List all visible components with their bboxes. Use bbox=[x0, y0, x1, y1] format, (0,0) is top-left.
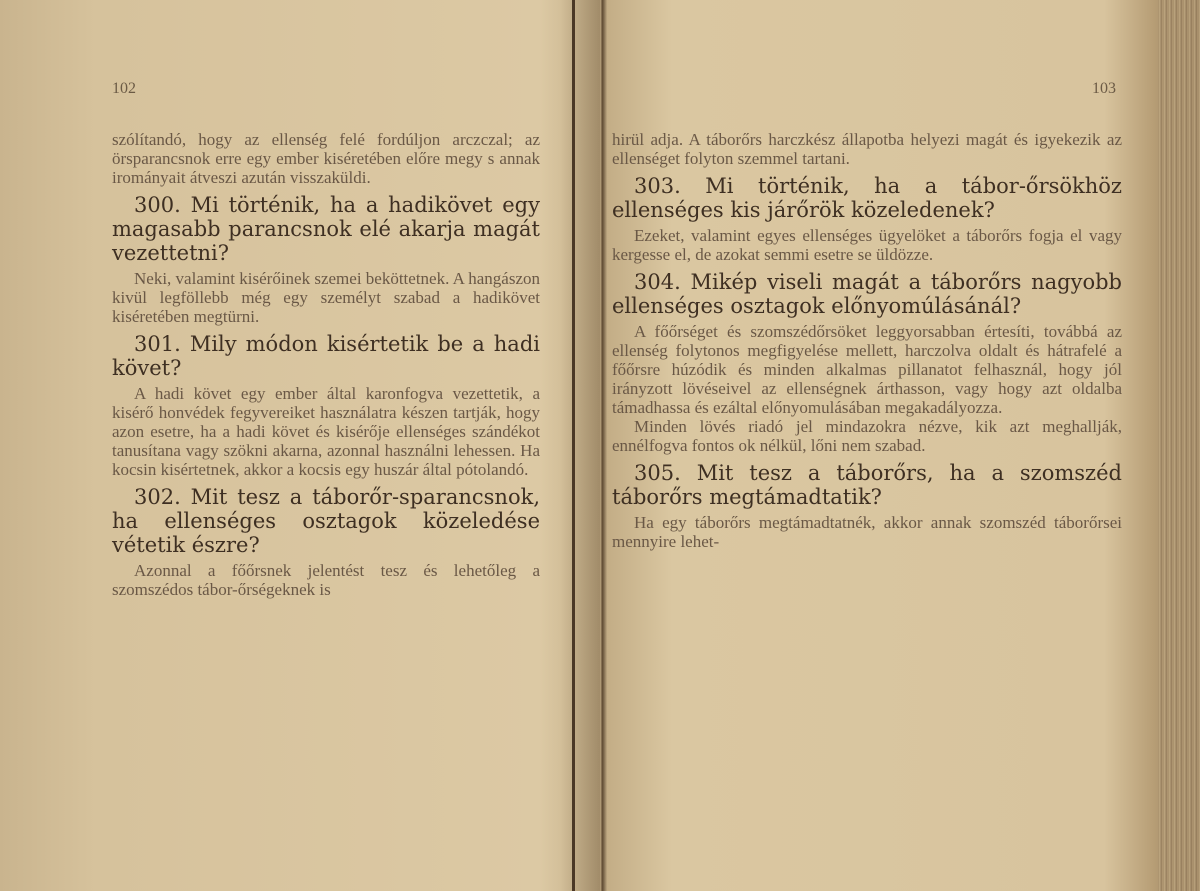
question-item bbox=[612, 461, 1122, 551]
question-item bbox=[612, 270, 1122, 455]
question-text: Mi történik, ha a hadikövet egy magasabb parancsnok elé akarja magát vezettetni? bbox=[112, 193, 540, 265]
continuation-text: hirül adja. A táborőrs harczkész állapotba helyezi magát és igyekezik az ellenséget folyton szemmel tartani. bbox=[612, 130, 1122, 168]
page-edges bbox=[1158, 0, 1200, 891]
answer-text: Minden lövés riadó jel mindazokra nézve, kik azt meghallják, ennélfogva fontos ok nélkül, lőni nem szabad. bbox=[612, 417, 1122, 455]
question-heading bbox=[112, 332, 540, 380]
answer-text: Ezeket, valamint egyes ellenséges ügyelöket a táborőrs fogja el vagy kergesse el, de azokat semmi esetre se üldözze. bbox=[612, 226, 1122, 264]
question-number: 301. bbox=[134, 332, 181, 356]
question-number: 304. bbox=[634, 270, 681, 294]
right-page bbox=[602, 0, 1162, 891]
question-item bbox=[612, 174, 1122, 264]
question-heading bbox=[612, 461, 1122, 509]
question-number: 303. bbox=[634, 174, 681, 198]
question-item bbox=[112, 193, 540, 326]
continuation-text: szólítandó, hogy az ellenség felé fordúljon arczczal; az örsparancsnok erre egy ember kiséretében előre megy s annak irományait átveszi azután visszaküldi. bbox=[112, 130, 540, 187]
question-heading bbox=[612, 270, 1122, 318]
answer-text: Ha egy táborőrs megtámadtatnék, akkor annak szomszéd táborőrsei mennyire lehet- bbox=[612, 513, 1122, 551]
question-text: Mit tesz a táborőrs, ha a szomszéd táborőrs megtámadtatik? bbox=[612, 461, 1122, 509]
answer-text: Azonnal a főőrsnek jelentést tesz és lehetőleg a szomszédos tábor-őrségeknek is bbox=[112, 561, 540, 599]
question-item bbox=[112, 485, 540, 599]
answer-text: Neki, valamint kisérőinek szemei beköttetnek. A hangászon kivül legföllebb még egy személyt szabad a hadikövet kiséretében megtürni. bbox=[112, 269, 540, 326]
question-heading bbox=[112, 485, 540, 557]
question-number: 305. bbox=[634, 461, 681, 485]
question-heading bbox=[612, 174, 1122, 222]
question-text: Mit tesz a táborőr-sparancsnok, ha ellenséges osztagok közeledése vétetik észre? bbox=[112, 485, 540, 557]
question-text: Mi történik, ha a tábor-őrsökhöz ellenséges kis járőrök közeledenek? bbox=[612, 174, 1122, 222]
question-text: Mikép viseli magát a táborőrs nagyobb ellenséges osztagok előnyomúlásánál? bbox=[612, 270, 1123, 318]
question-text: Mily módon kisértetik be a hadi követ? bbox=[112, 332, 540, 380]
page-number: 103 bbox=[1092, 80, 1116, 97]
question-item bbox=[112, 332, 540, 479]
question-number: 300. bbox=[134, 193, 181, 217]
answer-text: A főőrséget és szomszédőrsöket leggyorsabban értesíti, továbbá az ellenség folytonos megfigyelése mellett, harczolva oldalt és hátrafelé a főőrsre húzódik és minden alkalmas pillanatot felhasznál, hogy jól irányzott lövéseivel az ellenségnek árthasson, vagy hogy azt oldalba támadhassa és ezáltal előnyomulásában megakadályozza. bbox=[612, 322, 1122, 417]
page-number: 102 bbox=[112, 80, 136, 97]
answer-text: A hadi követ egy ember által karonfogva vezettetik, a kisérő honvédek fegyvereiket használatra készen tartják, hogy azon esetre, ha a hadi követ és kisérője ellenséges szándékot tanusítana vagy szökni akarna, azonnal használni lehessen. Ha kocsin kisértetnek, akkor a kocsis egy huszár által pótolandó. bbox=[112, 384, 540, 479]
question-heading bbox=[112, 193, 540, 265]
question-number: 302. bbox=[134, 485, 181, 509]
